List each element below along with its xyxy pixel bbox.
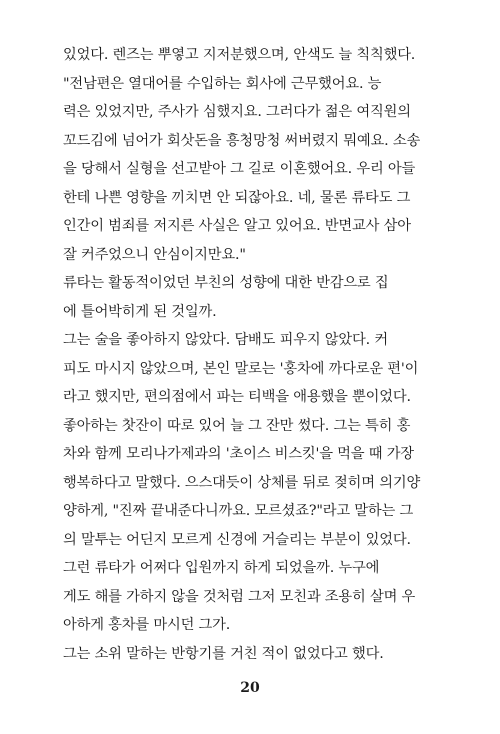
text-line: 양하게, "진짜 끝내준다니까요. 모르셨죠?"라고 말하는 그 bbox=[63, 503, 414, 519]
text-line: 차와 함께 모리나가제과의 '초이스 비스킷'을 먹을 때 가장 bbox=[63, 446, 414, 462]
text-line: 잘 커주었으니 안심이지만요." bbox=[63, 246, 246, 263]
text-line: 그는 소위 말하는 반항기를 거친 적이 없었다고 했다. bbox=[63, 645, 384, 662]
text-line: 있었다. 렌즈는 뿌옇고 지저분했으며, 안색도 늘 칙칙했다. bbox=[63, 47, 416, 63]
text-line: 꼬드김에 넘어가 회삿돈을 흥청망청 써버렸지 뭐예요. 소송 bbox=[63, 132, 421, 149]
text-line: 에 틀어박히게 된 것일까. bbox=[63, 303, 217, 320]
text-line: "전남편은 열대어를 수입하는 회사에 근무했어요. 능 bbox=[63, 75, 382, 92]
text-line: 아하게 홍차를 마시던 그가. bbox=[63, 617, 231, 633]
text-line: 력은 있었지만, 주사가 심했지요. 그러다가 젊은 여직원의 bbox=[63, 104, 411, 120]
text-line: 의 말투는 어딘지 모르게 신경에 거슬리는 부분이 있었다. bbox=[63, 531, 411, 548]
text-line: 라고 했지만, 편의점에서 파는 티백을 애용했을 뿐이었다. bbox=[63, 389, 411, 405]
text-line: 인간이 범죄를 저지른 사실은 알고 있어요. 반면교사 삼아 bbox=[63, 218, 411, 234]
text-line: 그는 술을 좋아하지 않았다. 담배도 피우지 않았다. 커 bbox=[63, 332, 388, 348]
text-line: 게도 해를 가하지 않을 것처럼 그저 모친과 조용히 살며 우 bbox=[63, 588, 416, 605]
text-line: 좋아하는 찻잔이 따로 있어 늘 그 잔만 썼다. 그는 특히 홍 bbox=[63, 417, 411, 434]
text-line: 을 당해서 실형을 선고받아 그 길로 이혼했어요. 우리 아들 bbox=[63, 161, 416, 177]
page-number: 20 bbox=[240, 680, 260, 696]
text-line: 피도 마시지 않았으며, 본인 말로는 '홍차에 까다로운 편'이 bbox=[63, 360, 419, 377]
text-line: 한테 나쁜 영향을 끼치면 안 되잖아요. 네, 물론 류타도 그 bbox=[63, 189, 411, 206]
text-line: 류타는 활동적이었던 부친의 성향에 대한 반감으로 집 bbox=[63, 275, 389, 291]
text-line: 행복하다고 말했다. 으스대듯이 상체를 뒤로 젖히며 의기양 bbox=[63, 474, 421, 491]
text-line: 그런 류타가 어쩌다 입원까지 하게 되었을까. 누구에 bbox=[63, 560, 380, 576]
